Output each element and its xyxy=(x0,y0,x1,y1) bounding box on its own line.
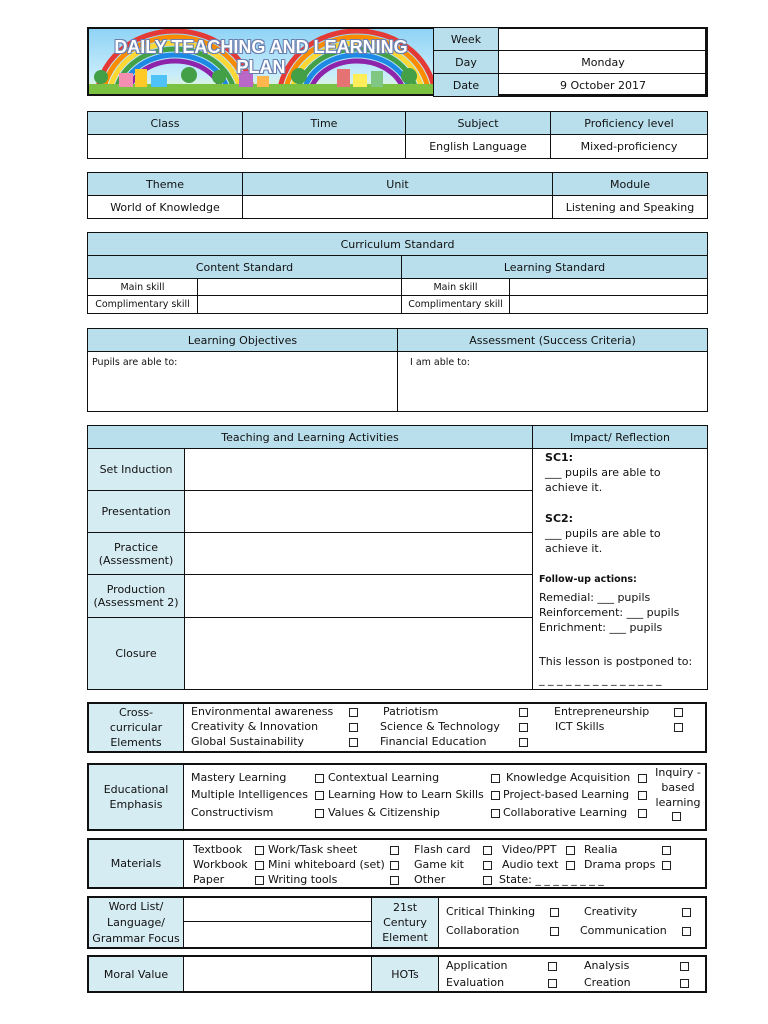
mat-whiteboard-checkbox[interactable] xyxy=(390,861,399,870)
stage-closure: Closure xyxy=(88,618,185,690)
cc-global-checkbox[interactable] xyxy=(349,738,358,747)
theme-header: Theme xyxy=(88,173,243,196)
mat-state[interactable]: State: _ _ _ _ _ _ _ _ xyxy=(499,873,604,886)
header-info-table xyxy=(433,27,708,97)
mat-video-checkbox[interactable] xyxy=(566,846,575,855)
pupils-able-text: Pupils are able to: xyxy=(92,357,178,368)
subject-value[interactable]: English Language xyxy=(406,135,551,159)
impact-header: Impact/ Reflection xyxy=(533,426,708,449)
materials-label: Materials xyxy=(89,840,184,887)
cen-critical: Critical Thinking xyxy=(446,905,536,918)
module-header: Module xyxy=(553,173,708,196)
century-label: 21st Century Element xyxy=(371,898,439,947)
objectives-table xyxy=(87,328,708,412)
module-value[interactable]: Listening and Speaking xyxy=(553,196,708,219)
banner-title xyxy=(89,37,433,77)
mat-drama: Drama props xyxy=(584,858,656,871)
moral-value-input[interactable] xyxy=(184,957,371,991)
set-induction-cell[interactable] xyxy=(185,449,533,491)
mat-audio: Audio text xyxy=(502,858,559,871)
theme-table xyxy=(87,172,708,219)
mat-textbook: Textbook xyxy=(193,843,243,856)
cross-curricular-label: Cross-curricular Elements xyxy=(89,704,184,751)
cen-creativity: Creativity xyxy=(584,905,638,918)
sc1-text-1: ___ pupils are able to xyxy=(545,466,661,479)
ee-project: Project-based Learning xyxy=(503,788,630,801)
cc-patriotism: Patriotism xyxy=(383,705,439,718)
cc-environmental-checkbox[interactable] xyxy=(349,708,358,717)
cen-critical-checkbox[interactable] xyxy=(550,908,559,917)
date-label: Date xyxy=(434,74,499,97)
hots-application: Application xyxy=(446,959,508,972)
mat-worksheet-checkbox[interactable] xyxy=(390,846,399,855)
enrichment-text: Enrichment: ___ pupils xyxy=(539,621,663,634)
learning-main-skill-label: Main skill xyxy=(402,279,510,296)
cc-science: Science & Technology xyxy=(380,720,500,733)
ee-learning-how: Learning How to Learn Skills xyxy=(328,788,484,801)
hots-analysis: Analysis xyxy=(584,959,630,972)
mat-flashcard-checkbox[interactable] xyxy=(483,846,492,855)
proficiency-value[interactable]: Mixed-proficiency xyxy=(551,135,708,159)
mat-paper-checkbox[interactable] xyxy=(255,876,264,885)
ee-inquiry-checkbox[interactable] xyxy=(672,812,681,821)
unit-header: Unit xyxy=(243,173,553,196)
cc-patriotism-checkbox[interactable] xyxy=(519,708,528,717)
mat-other-checkbox[interactable] xyxy=(483,876,492,885)
cc-environmental: Environmental awareness xyxy=(191,705,334,718)
ee-knowledge: Knowledge Acquisition xyxy=(506,771,631,784)
postponed-text: This lesson is postponed to: xyxy=(539,655,693,668)
learning-standard-header: Learning Standard xyxy=(402,256,708,279)
time-header: Time xyxy=(243,112,406,135)
class-table xyxy=(87,111,708,159)
cen-collaboration-checkbox[interactable] xyxy=(550,927,559,936)
remedial-text: Remedial: ___ pupils xyxy=(539,591,651,604)
word-list-line-1[interactable] xyxy=(184,898,371,922)
learning-objectives-header: Learning Objectives xyxy=(88,329,398,352)
activities-table xyxy=(87,425,708,690)
sc2-text-1: ___ pupils are able to xyxy=(545,527,661,540)
presentation-cell[interactable] xyxy=(185,491,533,533)
stage-practice: Practice (Assessment) xyxy=(88,533,185,575)
content-complimentary-skill-value[interactable] xyxy=(198,296,402,314)
cc-entrepreneurship-checkbox[interactable] xyxy=(674,708,683,717)
ee-constructivism-checkbox[interactable] xyxy=(315,809,324,818)
stage-production: Production (Assessment 2) xyxy=(88,575,185,618)
closure-cell[interactable] xyxy=(185,618,533,690)
stage-presentation: Presentation xyxy=(88,491,185,533)
ee-inquiry: Inquiry -based learning xyxy=(655,766,701,809)
curriculum-standard-title: Curriculum Standard xyxy=(88,233,708,256)
hots-label: HOTs xyxy=(371,957,439,991)
mat-gamekit: Game kit xyxy=(414,858,464,871)
assessment-cell[interactable] xyxy=(398,352,708,412)
unit-value[interactable] xyxy=(243,196,553,219)
mat-realia: Realia xyxy=(584,843,618,856)
cc-ict: ICT Skills xyxy=(555,720,605,733)
mat-worksheet: Work/Task sheet xyxy=(268,843,358,856)
ee-contextual: Contextual Learning xyxy=(328,771,440,784)
assessment-header: Assessment (Success Criteria) xyxy=(398,329,708,352)
ee-values: Values & Citizenship xyxy=(328,806,440,819)
curriculum-table xyxy=(87,232,708,314)
word-list-label: Word List/ Language/ Grammar Focus xyxy=(89,898,184,947)
activities-header: Teaching and Learning Activities xyxy=(88,426,533,449)
mat-whiteboard: Mini whiteboard (set) xyxy=(268,858,385,871)
banner-title-line-1: DAILY TEACHING AND LEARNING xyxy=(114,37,408,57)
mat-drama-checkbox[interactable] xyxy=(662,861,671,870)
class-value[interactable] xyxy=(88,135,243,159)
ee-multiple: Multiple Intelligences xyxy=(191,788,308,801)
mat-workbook-checkbox[interactable] xyxy=(255,861,264,870)
ee-values-checkbox[interactable] xyxy=(491,809,500,818)
mat-gamekit-checkbox[interactable] xyxy=(483,861,492,870)
cc-entrepreneurship: Entrepreneurship xyxy=(554,705,650,718)
cc-creativity: Creativity & Innovation xyxy=(191,720,319,733)
moral-value-label: Moral Value xyxy=(89,957,184,991)
cc-science-checkbox[interactable] xyxy=(519,723,528,732)
stage-set-induction: Set Induction xyxy=(88,449,185,491)
subject-header: Subject xyxy=(406,112,551,135)
cen-creativity-checkbox[interactable] xyxy=(682,908,691,917)
learning-complimentary-skill-value[interactable] xyxy=(510,296,708,314)
banner-title-line-2: PLAN xyxy=(236,57,286,77)
content-main-skill-label: Main skill xyxy=(88,279,198,296)
cc-creativity-checkbox[interactable] xyxy=(349,723,358,732)
ee-knowledge-checkbox[interactable] xyxy=(638,774,647,783)
practice-cell[interactable] xyxy=(185,533,533,575)
learning-complimentary-skill-label: Complimentary skill xyxy=(402,296,510,314)
educational-emphasis-label: Educational Emphasis xyxy=(89,765,184,829)
cc-financial: Financial Education xyxy=(380,735,487,748)
sc2-label: SC2: xyxy=(545,512,574,525)
mat-writing-checkbox[interactable] xyxy=(390,876,399,885)
cc-global: Global Sustainability xyxy=(191,735,305,748)
week-label: Week xyxy=(434,28,499,51)
ee-contextual-checkbox[interactable] xyxy=(491,774,500,783)
learning-objectives-cell[interactable] xyxy=(88,352,398,412)
hots-analysis-checkbox[interactable] xyxy=(680,962,689,971)
cc-financial-checkbox[interactable] xyxy=(519,738,528,747)
word-list-line-2[interactable] xyxy=(184,922,371,947)
impact-cell[interactable] xyxy=(533,449,708,690)
mat-paper: Paper xyxy=(193,873,225,886)
week-value[interactable] xyxy=(499,28,708,51)
mat-writing: Writing tools xyxy=(268,873,338,886)
hots-creation: Creation xyxy=(584,976,631,989)
mat-flashcard: Flash card xyxy=(414,843,471,856)
mat-workbook: Workbook xyxy=(193,858,248,871)
cen-communication: Communication xyxy=(580,924,667,937)
ee-learning-how-checkbox[interactable] xyxy=(491,791,500,800)
ee-project-checkbox[interactable] xyxy=(638,791,647,800)
mat-audio-checkbox[interactable] xyxy=(566,861,575,870)
theme-value[interactable]: World of Knowledge xyxy=(88,196,243,219)
cc-ict-checkbox[interactable] xyxy=(674,723,683,732)
sc1-label: SC1: xyxy=(545,451,574,464)
sc2-text-2: achieve it. xyxy=(545,542,603,555)
reinforcement-text: Reinforcement: ___ pupils xyxy=(539,606,680,619)
day-label: Day xyxy=(434,51,499,74)
hots-evaluation-checkbox[interactable] xyxy=(548,979,557,988)
i-am-able-text: I am able to: xyxy=(410,357,471,368)
ee-multiple-checkbox[interactable] xyxy=(315,791,324,800)
banner xyxy=(89,29,433,94)
ee-mastery: Mastery Learning xyxy=(191,771,287,784)
content-complimentary-skill-label: Complimentary skill xyxy=(88,296,198,314)
sc1-text-2: achieve it. xyxy=(545,481,603,494)
hots-creation-checkbox[interactable] xyxy=(680,979,689,988)
ee-mastery-checkbox[interactable] xyxy=(315,774,324,783)
date-value[interactable]: 9 October 2017 xyxy=(499,74,708,97)
follow-up-label: Follow-up actions: xyxy=(539,574,637,585)
proficiency-header: Proficiency level xyxy=(551,112,708,135)
ee-collaborative: Collaborative Learning xyxy=(503,806,628,819)
class-header: Class xyxy=(88,112,243,135)
hots-evaluation: Evaluation xyxy=(446,976,505,989)
content-standard-header: Content Standard xyxy=(88,256,402,279)
ee-constructivism: Constructivism xyxy=(191,806,274,819)
production-cell[interactable] xyxy=(185,575,533,618)
hots-application-checkbox[interactable] xyxy=(548,962,557,971)
cen-communication-checkbox[interactable] xyxy=(682,927,691,936)
postponed-line[interactable]: _ _ _ _ _ _ _ _ _ _ _ _ _ _ xyxy=(539,673,662,686)
learning-main-skill-value[interactable] xyxy=(510,279,708,296)
mat-other: Other xyxy=(414,873,446,886)
mat-textbook-checkbox[interactable] xyxy=(255,846,264,855)
time-value[interactable] xyxy=(243,135,406,159)
mat-realia-checkbox[interactable] xyxy=(662,846,671,855)
content-main-skill-value[interactable] xyxy=(198,279,402,296)
mat-video: Video/PPT xyxy=(502,843,557,856)
ee-collaborative-checkbox[interactable] xyxy=(638,809,647,818)
day-value[interactable]: Monday xyxy=(499,51,708,74)
cen-collaboration: Collaboration xyxy=(446,924,520,937)
